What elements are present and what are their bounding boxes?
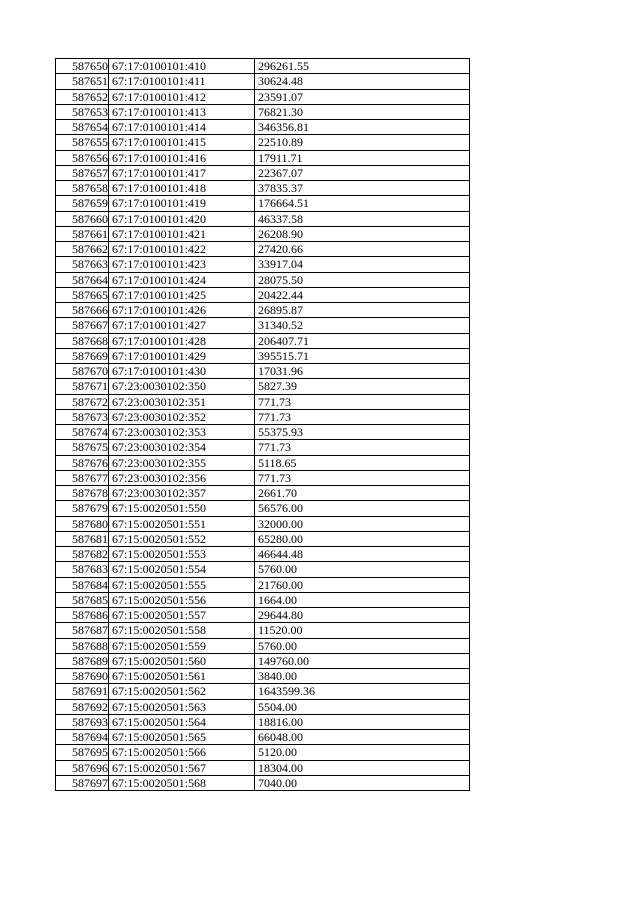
- cell-amount: 18304.00: [255, 760, 470, 775]
- cell-cadastral-number: 67:15:0020501:561: [109, 669, 255, 684]
- cell-cadastral-number: 67:17:0100101:411: [109, 74, 255, 89]
- cell-amount: 66048.00: [255, 730, 470, 745]
- cell-row-id: 587659: [56, 196, 109, 211]
- cell-cadastral-number: 67:15:0020501:550: [109, 501, 255, 516]
- table-row: [56, 165, 470, 180]
- cell-cadastral-number: 67:17:0100101:415: [109, 135, 255, 150]
- cell-amount: 5120.00: [255, 745, 470, 760]
- cell-cadastral-number: 67:15:0020501:556: [109, 592, 255, 607]
- table-row: [56, 364, 470, 379]
- table-row: [56, 699, 470, 714]
- table-row: [56, 59, 470, 74]
- cell-amount: 149760.00: [255, 653, 470, 668]
- cell-amount: 206407.71: [255, 333, 470, 348]
- cell-row-id: 587652: [56, 89, 109, 104]
- table-row: [56, 760, 470, 775]
- cell-cadastral-number: 67:17:0100101:419: [109, 196, 255, 211]
- table-row: [56, 409, 470, 424]
- table-row: [56, 684, 470, 699]
- table-row: [56, 196, 470, 211]
- cell-amount: 26895.87: [255, 303, 470, 318]
- cell-cadastral-number: 67:17:0100101:410: [109, 59, 255, 74]
- cell-row-id: 587665: [56, 287, 109, 302]
- cell-row-id: 587679: [56, 501, 109, 516]
- cell-row-id: 587668: [56, 333, 109, 348]
- cell-amount: 65280.00: [255, 531, 470, 546]
- cell-amount: 28075.50: [255, 272, 470, 287]
- cell-row-id: 587681: [56, 531, 109, 546]
- cell-row-id: 587694: [56, 730, 109, 745]
- table-row: [56, 394, 470, 409]
- table-row: [56, 669, 470, 684]
- cell-row-id: 587692: [56, 699, 109, 714]
- cell-amount: 7040.00: [255, 775, 470, 790]
- cell-cadastral-number: 67:17:0100101:426: [109, 303, 255, 318]
- cell-cadastral-number: 67:17:0100101:427: [109, 318, 255, 333]
- cell-row-id: 587689: [56, 653, 109, 668]
- cell-row-id: 587658: [56, 181, 109, 196]
- cell-amount: 1664.00: [255, 592, 470, 607]
- cell-row-id: 587684: [56, 577, 109, 592]
- table-row: [56, 562, 470, 577]
- cell-cadastral-number: 67:17:0100101:428: [109, 333, 255, 348]
- cell-amount: 3840.00: [255, 669, 470, 684]
- cell-cadastral-number: 67:15:0020501:554: [109, 562, 255, 577]
- cell-cadastral-number: 67:15:0020501:566: [109, 745, 255, 760]
- cell-cadastral-number: 67:23:0030102:357: [109, 486, 255, 501]
- cell-row-id: 587695: [56, 745, 109, 760]
- cell-row-id: 587653: [56, 104, 109, 119]
- cell-row-id: 587697: [56, 775, 109, 790]
- cell-row-id: 587685: [56, 592, 109, 607]
- table-row: [56, 333, 470, 348]
- cell-amount: 31340.52: [255, 318, 470, 333]
- cell-row-id: 587690: [56, 669, 109, 684]
- cell-amount: 5760.00: [255, 638, 470, 653]
- cell-row-id: 587688: [56, 638, 109, 653]
- cell-cadastral-number: 67:15:0020501:555: [109, 577, 255, 592]
- table-row: [56, 181, 470, 196]
- table-row: [56, 638, 470, 653]
- cell-amount: 771.73: [255, 394, 470, 409]
- cell-row-id: 587674: [56, 425, 109, 440]
- table-row: [56, 547, 470, 562]
- cell-amount: 22367.07: [255, 165, 470, 180]
- table-row: [56, 211, 470, 226]
- table-row: [56, 379, 470, 394]
- cell-amount: 21760.00: [255, 577, 470, 592]
- cell-amount: 37835.37: [255, 181, 470, 196]
- cell-row-id: 587650: [56, 59, 109, 74]
- cell-cadastral-number: 67:15:0020501:552: [109, 531, 255, 546]
- cell-row-id: 587686: [56, 608, 109, 623]
- cell-cadastral-number: 67:23:0030102:352: [109, 409, 255, 424]
- table-row: [56, 455, 470, 470]
- table-row: [56, 257, 470, 272]
- cell-amount: 771.73: [255, 440, 470, 455]
- cell-row-id: 587669: [56, 348, 109, 363]
- table-row: [56, 531, 470, 546]
- cell-cadastral-number: 67:15:0020501:568: [109, 775, 255, 790]
- cell-cadastral-number: 67:17:0100101:430: [109, 364, 255, 379]
- cell-amount: 395515.71: [255, 348, 470, 363]
- cell-amount: 5504.00: [255, 699, 470, 714]
- table-row: [56, 89, 470, 104]
- table-row: [56, 440, 470, 455]
- cell-row-id: 587672: [56, 394, 109, 409]
- cell-cadastral-number: 67:15:0020501:553: [109, 547, 255, 562]
- cell-cadastral-number: 67:23:0030102:356: [109, 470, 255, 485]
- cell-amount: 11520.00: [255, 623, 470, 638]
- cell-row-id: 587691: [56, 684, 109, 699]
- cell-amount: 46337.58: [255, 211, 470, 226]
- cell-row-id: 587677: [56, 470, 109, 485]
- cell-row-id: 587678: [56, 486, 109, 501]
- cell-cadastral-number: 67:17:0100101:424: [109, 272, 255, 287]
- table-row: [56, 303, 470, 318]
- table-row: [56, 135, 470, 150]
- table-row: [56, 150, 470, 165]
- cell-row-id: 587656: [56, 150, 109, 165]
- cell-amount: 17031.96: [255, 364, 470, 379]
- cell-amount: 5827.39: [255, 379, 470, 394]
- cell-cadastral-number: 67:17:0100101:422: [109, 242, 255, 257]
- cell-row-id: 587657: [56, 165, 109, 180]
- cell-amount: 30624.48: [255, 74, 470, 89]
- cell-amount: 17911.71: [255, 150, 470, 165]
- cell-cadastral-number: 67:15:0020501:560: [109, 653, 255, 668]
- table-row: [56, 486, 470, 501]
- cell-cadastral-number: 67:17:0100101:414: [109, 120, 255, 135]
- cell-cadastral-number: 67:17:0100101:413: [109, 104, 255, 119]
- cell-cadastral-number: 67:17:0100101:429: [109, 348, 255, 363]
- table-row: [56, 745, 470, 760]
- cell-row-id: 587683: [56, 562, 109, 577]
- cell-amount: 771.73: [255, 470, 470, 485]
- table-row: [56, 272, 470, 287]
- cell-cadastral-number: 67:23:0030102:353: [109, 425, 255, 440]
- cell-amount: 46644.48: [255, 547, 470, 562]
- cell-cadastral-number: 67:15:0020501:565: [109, 730, 255, 745]
- table-row: [56, 74, 470, 89]
- cell-cadastral-number: 67:15:0020501:563: [109, 699, 255, 714]
- cell-cadastral-number: 67:15:0020501:564: [109, 714, 255, 729]
- cell-amount: 20422.44: [255, 287, 470, 302]
- cell-row-id: 587675: [56, 440, 109, 455]
- table-row: [56, 470, 470, 485]
- table-row: [56, 226, 470, 241]
- cell-cadastral-number: 67:17:0100101:416: [109, 150, 255, 165]
- cell-cadastral-number: 67:17:0100101:412: [109, 89, 255, 104]
- cell-row-id: 587654: [56, 120, 109, 135]
- cell-amount: 5118.65: [255, 455, 470, 470]
- cell-row-id: 587666: [56, 303, 109, 318]
- cell-cadastral-number: 67:17:0100101:425: [109, 287, 255, 302]
- cell-cadastral-number: 67:15:0020501:562: [109, 684, 255, 699]
- cell-amount: 22510.89: [255, 135, 470, 150]
- cell-amount: 5760.00: [255, 562, 470, 577]
- table-row: [56, 775, 470, 790]
- table-body: [56, 59, 470, 791]
- cell-amount: 18816.00: [255, 714, 470, 729]
- table-row: [56, 516, 470, 531]
- table-row: [56, 425, 470, 440]
- cell-amount: 296261.55: [255, 59, 470, 74]
- table-row: [56, 653, 470, 668]
- cell-row-id: 587661: [56, 226, 109, 241]
- cell-row-id: 587682: [56, 547, 109, 562]
- cell-cadastral-number: 67:17:0100101:417: [109, 165, 255, 180]
- table-row: [56, 577, 470, 592]
- table-row: [56, 714, 470, 729]
- cell-amount: 23591.07: [255, 89, 470, 104]
- cell-amount: 27420.66: [255, 242, 470, 257]
- cell-amount: 2661.70: [255, 486, 470, 501]
- cell-cadastral-number: 67:23:0030102:351: [109, 394, 255, 409]
- cell-amount: 29644.80: [255, 608, 470, 623]
- table-row: [56, 501, 470, 516]
- cell-amount: 1643599.36: [255, 684, 470, 699]
- cell-amount: 771.73: [255, 409, 470, 424]
- cell-cadastral-number: 67:23:0030102:355: [109, 455, 255, 470]
- cell-amount: 33917.04: [255, 257, 470, 272]
- cell-row-id: 587662: [56, 242, 109, 257]
- table-row: [56, 120, 470, 135]
- cell-amount: 32000.00: [255, 516, 470, 531]
- cell-cadastral-number: 67:23:0030102:350: [109, 379, 255, 394]
- cell-amount: 176664.51: [255, 196, 470, 211]
- cell-amount: 346356.81: [255, 120, 470, 135]
- table-row: [56, 730, 470, 745]
- cell-row-id: 587670: [56, 364, 109, 379]
- table-row: [56, 592, 470, 607]
- cell-cadastral-number: 67:17:0100101:421: [109, 226, 255, 241]
- cell-row-id: 587676: [56, 455, 109, 470]
- table-row: [56, 348, 470, 363]
- cell-row-id: 587660: [56, 211, 109, 226]
- table-row: [56, 242, 470, 257]
- table-row: [56, 623, 470, 638]
- cell-amount: 26208.90: [255, 226, 470, 241]
- cell-row-id: 587696: [56, 760, 109, 775]
- cell-row-id: 587651: [56, 74, 109, 89]
- cell-cadastral-number: 67:15:0020501:557: [109, 608, 255, 623]
- cell-row-id: 587673: [56, 409, 109, 424]
- table-row: [56, 318, 470, 333]
- cell-row-id: 587667: [56, 318, 109, 333]
- cell-row-id: 587664: [56, 272, 109, 287]
- cell-row-id: 587693: [56, 714, 109, 729]
- table-row: [56, 104, 470, 119]
- cell-cadastral-number: 67:23:0030102:354: [109, 440, 255, 455]
- cell-cadastral-number: 67:15:0020501:559: [109, 638, 255, 653]
- cell-row-id: 587680: [56, 516, 109, 531]
- cell-cadastral-number: 67:17:0100101:420: [109, 211, 255, 226]
- cell-row-id: 587655: [56, 135, 109, 150]
- cell-cadastral-number: 67:17:0100101:423: [109, 257, 255, 272]
- data-table: [55, 58, 470, 791]
- cell-amount: 55375.93: [255, 425, 470, 440]
- cell-amount: 56576.00: [255, 501, 470, 516]
- cell-cadastral-number: 67:17:0100101:418: [109, 181, 255, 196]
- cell-cadastral-number: 67:15:0020501:567: [109, 760, 255, 775]
- cell-amount: 76821.30: [255, 104, 470, 119]
- cell-cadastral-number: 67:15:0020501:551: [109, 516, 255, 531]
- table-row: [56, 608, 470, 623]
- table-row: [56, 287, 470, 302]
- cell-row-id: 587687: [56, 623, 109, 638]
- cell-cadastral-number: 67:15:0020501:558: [109, 623, 255, 638]
- cell-row-id: 587663: [56, 257, 109, 272]
- cell-row-id: 587671: [56, 379, 109, 394]
